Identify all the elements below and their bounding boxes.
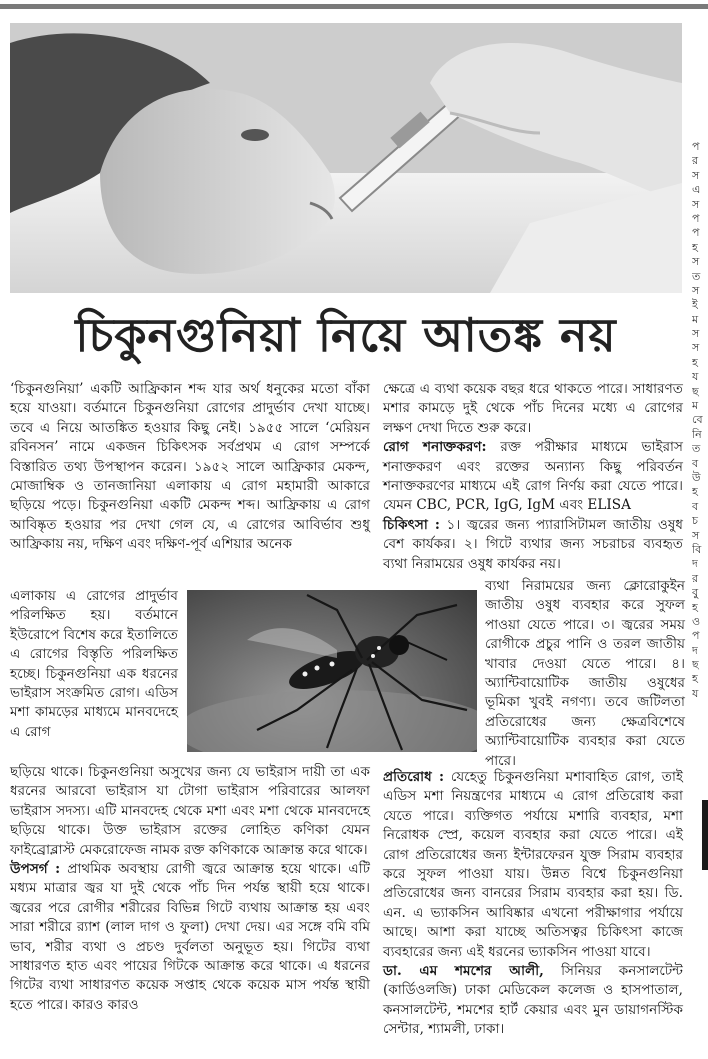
strip-char: বে xyxy=(692,413,703,427)
top-rule xyxy=(0,4,708,9)
treatment-text: ১। জ্বরের জন্য প্যারাসিটামল জাতীয় ওষুধ বেশ কার্যকর। ২। গিটে ব্যথার জন্য সচরাচর ব্যবহৃত ব্যথা নিরাময়ের ওষুধ কার্যকর নয়। xyxy=(383,516,683,572)
treatment-continued: ব্যথা নিরাময়ের জন্য ক্লোরোকুইন জাতীয় ওষুধ ব্যবহার করে সুফল পাওয়া যেতে পারে। ৩। জ্বরের সময় রোগীকে প্রচুর পানি ও তরল জাতীয় খাবার দেওয়া যেতে পারে। ৪। অ্যান্টিবায়োটিক জাতীয় ওষুধের ভূমিকা খুবই নগণ্য। তবে জটিলতা প্রতিরোধের জন্য ক্ষেত্রবিশেষে অ্যান্টিবায়োটিক ব্যবহার করা যেতে পারে। xyxy=(485,578,685,769)
author-text: সিনিয়র কনসালটেন্ট (কার্ডিওলজি) ঢাকা মেডিকেল কলেজ ও হাসপাতাল, কনসালটেন্ট, শমশের হার্ট কেয়ার এবং মুন ডায়াগনস্টিক সেন্টার, শ্যামলী, ঢাকা। xyxy=(383,963,683,1038)
strip-char: হ xyxy=(692,485,698,499)
strip-char: ম xyxy=(692,399,699,413)
strip-char: এ xyxy=(692,183,701,197)
strip-char: স xyxy=(692,528,700,542)
strip-char: ব xyxy=(692,499,699,513)
intro-paragraph: ‘চিকুনগুনিয়া’ একটি আফ্রিকান শব্দ যার অর্থ ধনুকের মতো বাঁকা হয়ে যাওয়া। বর্তমানে চিকুনগুনিয়া রোগের প্রাদুর্ভাব দেখা যাচ্ছে। তবে এ নিয়ে আতঙ্কিত হওয়ার কিছু নেই। ১৯৫৫ সালে ‘মেরিয়ন রবিনসন’ নামে একজন চিকিৎসক সর্বপ্রথম এ রোগ সম্পর্কে বিস্তারিত তথ্য উপস্থাপন করেন। ১৯৫২ সালে আফ্রিকার মেকন্দ, মোজাম্বিক ও তানজানিয়া এলাকায় এ রোগ মহামারী আকারে ছড়িয়ে পড়ে। চিকুনগুনিয়া একটি মেকন্দ শব্দ। আফ্রিকায় এ রোগ আবিষ্কৃত হওয়ার পর দেখা গেল যে, এ রোগের আবির্ভাব শুধু আফ্রিকায় নয়, দক্ষিণ এবং দক্ষিণ-পূর্ব এশিয়ার অনেক xyxy=(10,381,370,553)
strip-char: হ xyxy=(692,600,698,614)
column-1-narrow xyxy=(10,587,178,742)
strip-char: স xyxy=(692,255,700,269)
strip-char: হ xyxy=(692,240,698,254)
diagnosis-label: রোগ শনাক্তকরণ: xyxy=(383,439,487,456)
symptom-paragraph xyxy=(10,860,370,1015)
col2-intro: ক্ষেত্রে এ ব্যথা কয়েক বছর ধরে থাকতে পারে। সাধারণত মশার কামড়ে দুই থেকে পাঁচ দিনের মধ্যে এ রোগের লক্ষণ দেখা দিতে শুরু করে। xyxy=(383,381,683,436)
mosquito-photo xyxy=(187,590,477,752)
strip-char: ও xyxy=(692,614,701,628)
strip-char: র xyxy=(692,571,699,585)
treatment-label: চিকিৎসা : xyxy=(383,516,440,533)
strip-char: প xyxy=(692,211,700,225)
column-2-top xyxy=(383,380,683,574)
treatment-paragraph xyxy=(383,516,683,574)
adjacent-article-bar xyxy=(702,800,708,870)
prevention-paragraph xyxy=(383,768,683,962)
column-1-intro xyxy=(10,380,370,555)
strip-char: প xyxy=(692,226,700,240)
strip-char: ছ xyxy=(692,384,699,398)
strip-char: দ xyxy=(692,557,698,571)
strip-char: ম xyxy=(692,312,699,326)
strip-char: বু xyxy=(692,586,699,600)
strip-char: স xyxy=(692,283,700,297)
column-2-narrow xyxy=(485,577,685,771)
strip-char: হ xyxy=(692,355,698,369)
strip-char: স xyxy=(692,197,700,211)
headline: চিকুনগুনিয়া নিয়ে আতঙ্ক নয় xyxy=(75,308,617,362)
author-name: ডা. এম শমশের আলী, xyxy=(383,963,544,980)
strip-char: দ xyxy=(692,643,698,657)
diagnosis-paragraph xyxy=(383,438,683,516)
narrow-paragraph: এলাকায় এ রোগের প্রাদুর্ভাব পরিলক্ষিত হয়। বর্তমানে ইউরোপে বিশেষ করে ইতালিতে এ রোগের বিস্তৃতি পরিলক্ষিত হচ্ছে। চিকুনগুনিয়া এক ধরনের ভাইরাস সংক্রমিত রোগ। এডিস মশা কামড়ের মাধ্যমে মানবদেহে এ রোগ xyxy=(10,588,178,740)
prevention-label: প্রতিরোধ : xyxy=(383,769,445,785)
strip-char: য xyxy=(692,686,699,700)
adjacent-article-strip xyxy=(692,140,708,780)
strip-char: হ xyxy=(692,672,698,686)
symptom-text: প্রাথমিক অবস্থায় রোগী জ্বরে আক্রান্ত হয়ে থাকে। এটি মধ্যম মাত্রার জ্বর যা দুই থেকে পাঁচ দিন পর্যন্ত স্থায়ী হয়ে থাকে। জ্বরের পরে রোগীর শরীরের বিভিন্ন গিটে ব্যথায় আক্রান্ত হয় এবং সারা শরীরে র‍্যাশ (লাল দাগ ও ফুলা) দেখা দেয়। এর সঙ্গে বমি বমি ভাব, শরীর ব্যথা ও প্রচণ্ড দুর্বলতা অনুভূত হয়। গিটের ব্যথা সাধারণত হাত এবং পায়ের গিটকে আক্রান্ত করে থাকে। এ ধরনের গিটের ব্যথা সাধারণত কয়েক সপ্তাহ থেকে কয়েক মাস পর্যন্ত স্থায়ী হতে পারে। কারও কারও xyxy=(10,861,370,1013)
strip-char: স xyxy=(692,168,700,182)
strip-char: ব xyxy=(692,456,699,470)
strip-char: ত xyxy=(692,442,701,456)
strip-char: ত xyxy=(692,269,701,283)
strip-char: স xyxy=(692,341,700,355)
strip-char: প xyxy=(692,629,700,643)
strip-char: উ xyxy=(692,470,701,484)
prevention-text: যেহেতু চিকুনগুনিয়া মশাবাহিত রোগ, তাই এডিস মশা নিয়ন্ত্রণের মাধ্যমে এ রোগ প্রতিরোধ করা যেতে পারে। ব্যক্তিগত পর্যায়ে মশারি ব্যবহার, মশা নিরোধক স্প্রে, কয়েল ব্যবহার করা যেতে পারে। এই রোগ প্রতিরোধের জন্য ইন্টারফেরন যুক্ত সিরাম ব্যবহার করে সুফল পাওয়া যায়। উন্নত বিশ্বে চিকুনগুনিয়া প্রতিরোধের জন্য বানরের সিরাম ব্যবহার করা হয়। ডি. এন. এ ভ্যাকসিন আবিষ্কার এখনো পরীক্ষাগার পর্যায়ে আছে। আশা করা যাচ্ছে অতিসত্বর চিকিৎসা কাজে ব্যবহারের জন্য এই ধরনের ভ্যাকসিন পাওয়া যাবে। xyxy=(383,769,683,960)
author-paragraph xyxy=(383,962,683,1040)
strip-char: স xyxy=(692,327,700,341)
strip-char: য xyxy=(692,370,699,384)
diagnosis-text: রক্ত পরীক্ষার মাধ্যমে ভাইরাস শনাক্তকরণ এবং রক্তের অন্যান্য কিছু পরিবর্তন শনাক্তকরণের মাধ্যমে এই রোগ নির্ণয় করা যেতে পারে। যেমন CBC, PCR, IgG, IgM এবং ELISA xyxy=(383,439,683,514)
symptom-label: উপসর্গ : xyxy=(10,861,61,878)
strip-char: চ xyxy=(692,514,698,528)
column-1-bottom xyxy=(10,763,370,1015)
strip-char: নি xyxy=(692,427,702,441)
strip-char: ই xyxy=(692,298,698,312)
strip-char: র xyxy=(692,154,699,168)
strip-char: বি xyxy=(692,542,702,556)
strip-char: ছ xyxy=(692,658,699,672)
hero-photo-child-thermometer xyxy=(10,23,682,293)
strip-char: প xyxy=(692,140,700,153)
column-2-bottom xyxy=(383,768,683,1040)
virus-paragraph: ছড়িয়ে থাকে। চিকুনগুনিয়া অসুখের জন্য যে ভাইরাস দায়ী তা এক ধরনের আরবো ভাইরাস যা টোগা ভাইরাস পরিবারের আলফা ভাইরাস সদস্য। এটি মানবদেহ থেকে মশা এবং মশা থেকে মানবদেহে ছড়িয়ে থাকে। উক্ত ভাইরাস রক্তের লোহিত কণিকা যেমন ফাইব্রোব্লাস্ট মেকরোফেজ নামক রক্ত কণিকাকে আক্রান্ত করে থাকে। xyxy=(10,764,370,858)
